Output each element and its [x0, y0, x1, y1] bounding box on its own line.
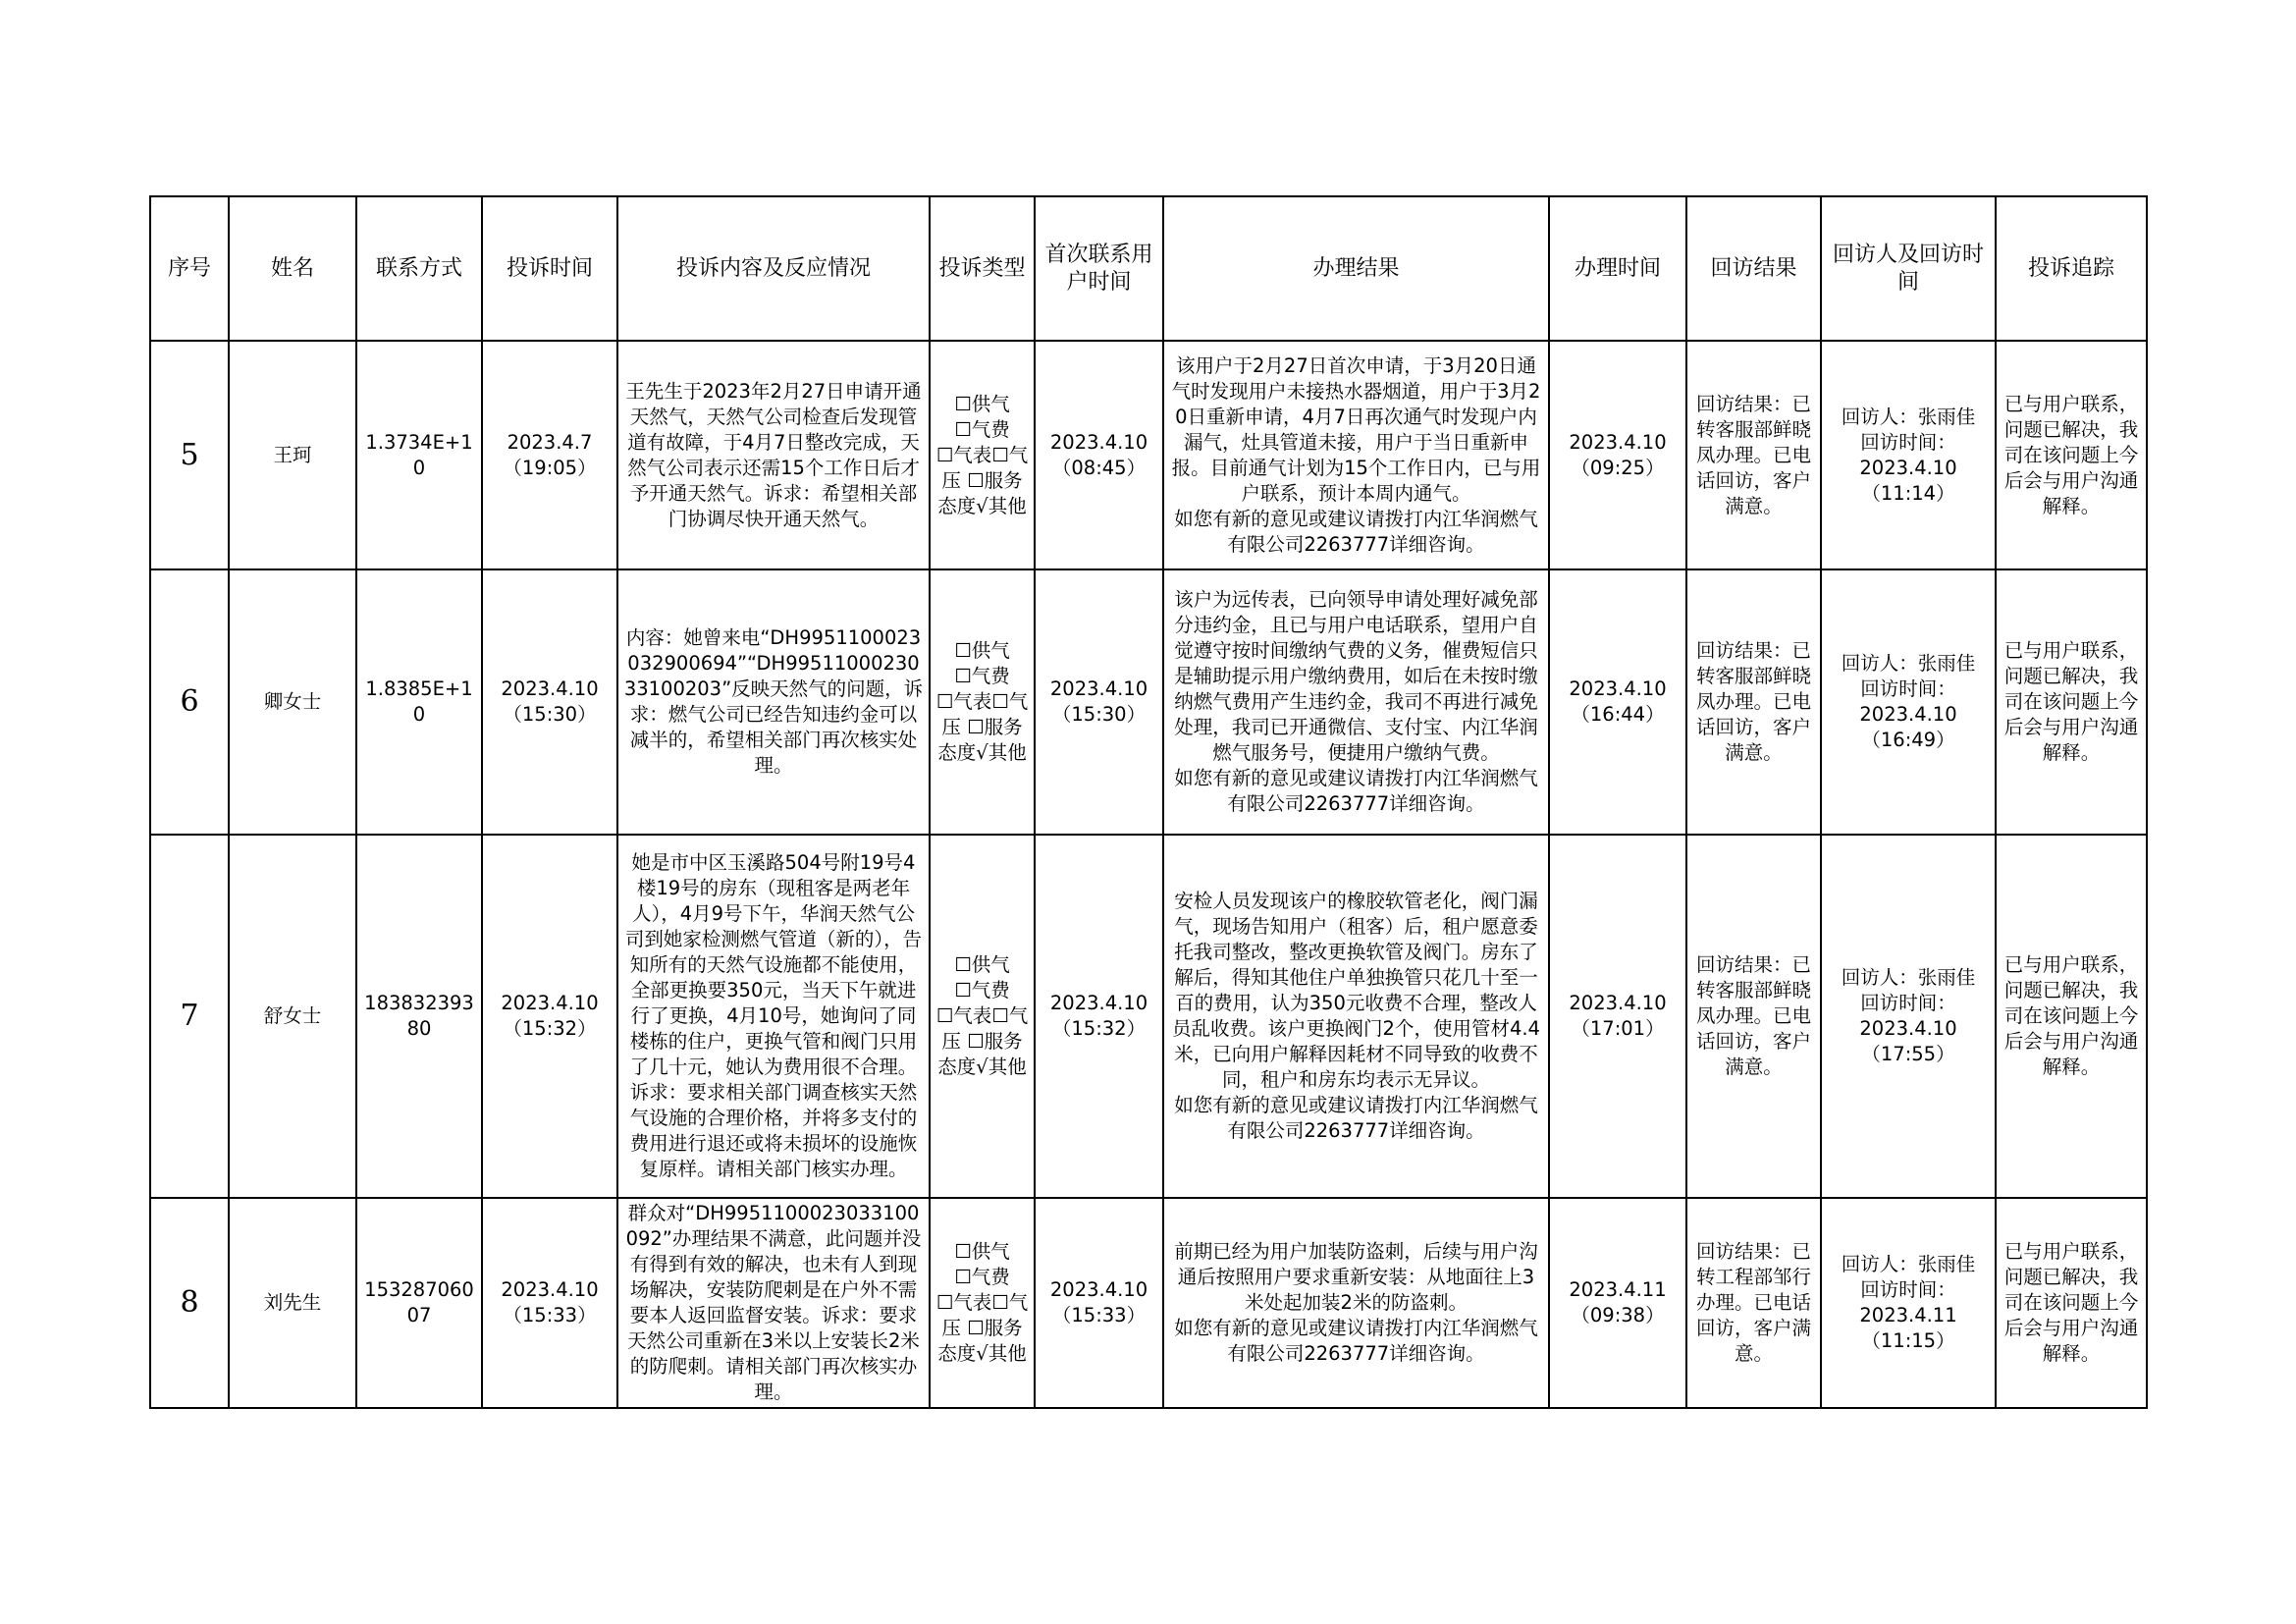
header-row: [150, 196, 2147, 341]
header-name: 姓名: [229, 196, 356, 341]
cell-name: 刘先生: [229, 1198, 356, 1408]
cell-first-contact: 2023.4.10 （15:33）: [1035, 1198, 1163, 1408]
cell-visit-result: 回访结果：已转工程部邹行办理。已电话回访，客户满意。: [1686, 1198, 1821, 1408]
header-complaint-time: 投诉时间: [482, 196, 617, 341]
cell-seq: 8: [150, 1198, 229, 1408]
header-contact: 联系方式: [356, 196, 482, 341]
cell-seq: 5: [150, 341, 229, 569]
cell-type: ☐供气 ☐气费 ☐气表☐气压 ☐服务态度√其他: [930, 835, 1035, 1198]
cell-handle-time: 2023.4.11 （09:38）: [1549, 1198, 1686, 1408]
header-result: 办理结果: [1163, 196, 1549, 341]
header-visitor: 回访人及回访时间: [1821, 196, 1996, 341]
cell-complaint-time: 2023.4.10 （15:33）: [482, 1198, 617, 1408]
header-first-contact: 首次联系用户时间: [1035, 196, 1163, 341]
table-row: [150, 341, 2147, 569]
cell-visitor: 回访人：张雨佳 回访时间： 2023.4.10 （11:14）: [1821, 341, 1996, 569]
cell-content: 内容：她曾来电“DH9951100023032900694”“DH9951100023033100203”反映天然气的问题，诉求：燃气公司已经告知违约金可以减半的，希望相关部门再次核实处理。: [617, 569, 930, 835]
cell-contact: 1.8385E+10: [356, 569, 482, 835]
header-visit-result: 回访结果: [1686, 196, 1821, 341]
table-row: [150, 835, 2147, 1198]
cell-handle-time: 2023.4.10 （09:25）: [1549, 341, 1686, 569]
cell-first-contact: 2023.4.10 （15:32）: [1035, 835, 1163, 1198]
cell-visitor: 回访人：张雨佳 回访时间： 2023.4.10 （17:55）: [1821, 835, 1996, 1198]
cell-name: 卿女士: [229, 569, 356, 835]
header-handle-time: 办理时间: [1549, 196, 1686, 341]
cell-type: ☐供气 ☐气费 ☐气表☐气压 ☐服务态度√其他: [930, 569, 1035, 835]
cell-complaint-time: 2023.4.10 （15:32）: [482, 835, 617, 1198]
header-type: 投诉类型: [930, 196, 1035, 341]
header-content: 投诉内容及反应情况: [617, 196, 930, 341]
cell-tracking: 已与用户联系，问题已解决，我司在该问题上今后会与用户沟通解释。: [1996, 1198, 2147, 1408]
cell-content: 王先生于2023年2月27日申请开通天然气，天然气公司检查后发现管道有故障，于4月7日整改完成，天然气公司表示还需15个工作日后才予开通天然气。诉求：希望相关部门协调尽快开通天然气。: [617, 341, 930, 569]
header-tracking: 投诉追踪: [1996, 196, 2147, 341]
cell-complaint-time: 2023.4.10 （15:30）: [482, 569, 617, 835]
cell-result: 该用户于2月27日首次申请，于3月20日通气时发现用户未接热水器烟道，用户于3月20日重新申请，4月7日再次通气时发现户内漏气，灶具管道未接，用户于当日重新申报。目前通气计划为15个工作日内，已与用户联系，预计本周内通气。 如您有新的意见或建议请拨打内江华润燃气有限公司2263777详细咨询。: [1163, 341, 1549, 569]
cell-visitor: 回访人：张雨佳 回访时间： 2023.4.11 （11:15）: [1821, 1198, 1996, 1408]
cell-result: 安检人员发现该户的橡胶软管老化，阀门漏气，现场告知用户（租客）后，租户愿意委托我司整改，整改更换软管及阀门。房东了解后，得知其他住户单独换管只花几十至一百的费用，认为350元收费不合理，整改人员乱收费。该户更换阀门2个，使用管材4.4米，已向用户解释因耗材不同导致的收费不同，租户和房东均表示无异议。 如您有新的意见或建议请拨打内江华润燃气有限公司2263777详细咨询。: [1163, 835, 1549, 1198]
cell-tracking: 已与用户联系，问题已解决，我司在该问题上今后会与用户沟通解释。: [1996, 569, 2147, 835]
cell-tracking: 已与用户联系，问题已解决，我司在该问题上今后会与用户沟通解释。: [1996, 341, 2147, 569]
cell-visit-result: 回访结果：已转客服部鲜晓凤办理。已电话回访，客户满意。: [1686, 569, 1821, 835]
cell-tracking: 已与用户联系，问题已解决，我司在该问题上今后会与用户沟通解释。: [1996, 835, 2147, 1198]
cell-first-contact: 2023.4.10 （15:30）: [1035, 569, 1163, 835]
cell-content: 她是市中区玉溪路504号附19号4楼19号的房东（现租客是两老年人），4月9号下午，华润天然气公司到她家检测燃气管道（新的），告知所有的天然气设施都不能使用，全部更换要350元，当天下午就进行了更换，4月10号，她询问了同楼栋的住户，更换气管和阀门只用了几十元，她认为费用很不合理。诉求：要求相关部门调查核实天然气设施的合理价格，并将多支付的费用进行退还或将未损坏的设施恢复原样。请相关部门核实办理。: [617, 835, 930, 1198]
cell-first-contact: 2023.4.10 （08:45）: [1035, 341, 1163, 569]
cell-contact: 1.3734E+10: [356, 341, 482, 569]
cell-seq: 6: [150, 569, 229, 835]
cell-result: 该户为远传表，已向领导申请处理好减免部分违约金，且已与用户电话联系，望用户自觉遵守按时间缴纳气费的义务，催费短信只是辅助提示用户缴纳费用，如后在未按时缴纳燃气费用产生违约金，我司不再进行减免处理，我司已开通微信、支付宝、内江华润燃气服务号，便捷用户缴纳气费。 如您有新的意见或建议请拨打内江华润燃气有限公司2263777详细咨询。: [1163, 569, 1549, 835]
cell-result: 前期已经为用户加装防盗刺，后续与用户沟通后按照用户要求重新安装：从地面往上3米处起加装2米的防盗刺。 如您有新的意见或建议请拨打内江华润燃气有限公司2263777详细咨询。: [1163, 1198, 1549, 1408]
cell-name: 王珂: [229, 341, 356, 569]
cell-contact: 15328706007: [356, 1198, 482, 1408]
cell-name: 舒女士: [229, 835, 356, 1198]
header-seq: 序号: [150, 196, 229, 341]
complaint-table: [149, 195, 2148, 1409]
table-row: [150, 1198, 2147, 1408]
cell-contact: 18383239380: [356, 835, 482, 1198]
cell-visit-result: 回访结果：已转客服部鲜晓凤办理。已电话回访，客户满意。: [1686, 835, 1821, 1198]
cell-type: ☐供气 ☐气费 ☐气表☐气压 ☐服务态度√其他: [930, 341, 1035, 569]
cell-visitor: 回访人：张雨佳 回访时间： 2023.4.10 （16:49）: [1821, 569, 1996, 835]
cell-seq: 7: [150, 835, 229, 1198]
cell-type: ☐供气 ☐气费 ☐气表☐气压 ☐服务态度√其他: [930, 1198, 1035, 1408]
table-row: [150, 569, 2147, 835]
cell-complaint-time: 2023.4.7 （19:05）: [482, 341, 617, 569]
cell-handle-time: 2023.4.10 （17:01）: [1549, 835, 1686, 1198]
cell-handle-time: 2023.4.10 （16:44）: [1549, 569, 1686, 835]
cell-visit-result: 回访结果：已转客服部鲜晓凤办理。已电话回访，客户满意。: [1686, 341, 1821, 569]
cell-content: 群众对“DH9951100023033100092”办理结果不满意，此问题并没有得到有效的解决，也未有人到现场解决，安装防爬刺是在户外不需要本人返回监督安装。诉求：要求天然公司重新在3米以上安装长2米的防爬刺。请相关部门再次核实办理。: [617, 1198, 930, 1408]
